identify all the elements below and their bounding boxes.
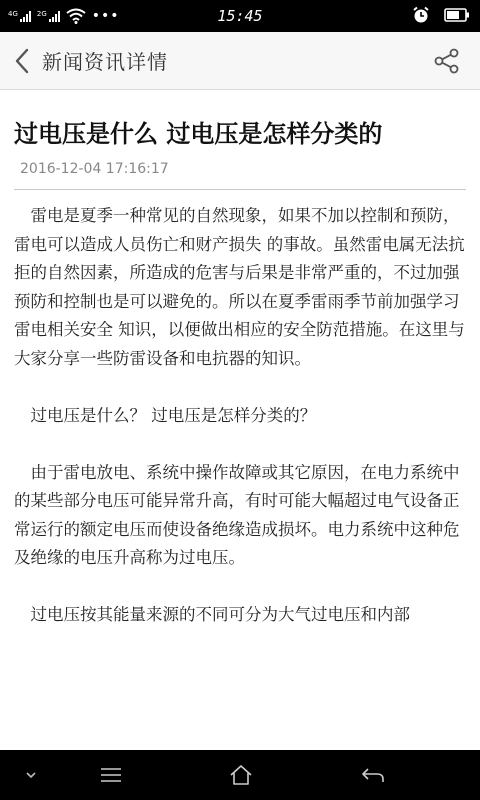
status-bar <box>0 0 480 32</box>
back-nav-button[interactable] <box>348 750 398 800</box>
article[interactable] <box>0 90 480 750</box>
collapse-button[interactable] <box>6 750 56 800</box>
home-button[interactable] <box>216 750 266 800</box>
back-arrow-icon <box>14 48 30 74</box>
article-content <box>14 202 466 630</box>
share-icon <box>433 47 461 75</box>
status-right <box>412 6 470 24</box>
menu-icon <box>99 767 123 783</box>
navigation-bar <box>0 750 480 800</box>
paragraph: 由于雷电放电、系统中操作故障或其它原因，在电力系统中的某些部分电压可能异常升高，有时可能大幅超过电气设备正常运行的额定电压而使设备绝缘造成损坏。电力系统中这种危及绝缘的电压升高称为过电压。 <box>14 462 460 567</box>
paragraph: 过电压是什么？ 过电压是怎样分类的？ <box>30 405 317 425</box>
more-dots-icon: ••• <box>91 8 120 24</box>
header-bar <box>0 32 480 90</box>
article-title: 过电压是什么 过电压是怎样分类的 <box>14 120 383 148</box>
battery-icon <box>444 8 470 22</box>
page-title: 新闻资讯详情 <box>42 50 168 74</box>
share-button[interactable] <box>432 46 462 76</box>
menu-button[interactable] <box>86 750 136 800</box>
back-button[interactable] <box>2 32 42 90</box>
paragraph: 雷电是夏季一种常见的自然现象，如果不加以控制和预防，雷电可以造成人员伤亡和财产损失 的事故。虽然雷电属无法抗拒的自然因素，所造成的危害与后果是非常严重的，不过加强预防和控制也是可以避免的。所以在夏季雷雨季节前加强学习雷电相关安全 知识，以便做出相应的安全防范措施。在这里与大家分享一些防雷设备和电抗器的知识。 <box>14 206 465 368</box>
alarm-icon <box>412 6 430 24</box>
article-date: 2016-12-04 17:16:17 <box>20 161 169 177</box>
home-icon <box>229 764 253 786</box>
network-type-1: 4G <box>8 10 18 18</box>
network-type-2: 2G <box>36 10 47 18</box>
divider <box>14 189 466 190</box>
paragraph: 过电压按其能量来源的不同可分为大气过电压和内部 <box>30 605 410 624</box>
status-time: 15:45 <box>217 7 263 25</box>
chevron-down-icon <box>24 770 38 780</box>
back-icon <box>360 766 386 784</box>
